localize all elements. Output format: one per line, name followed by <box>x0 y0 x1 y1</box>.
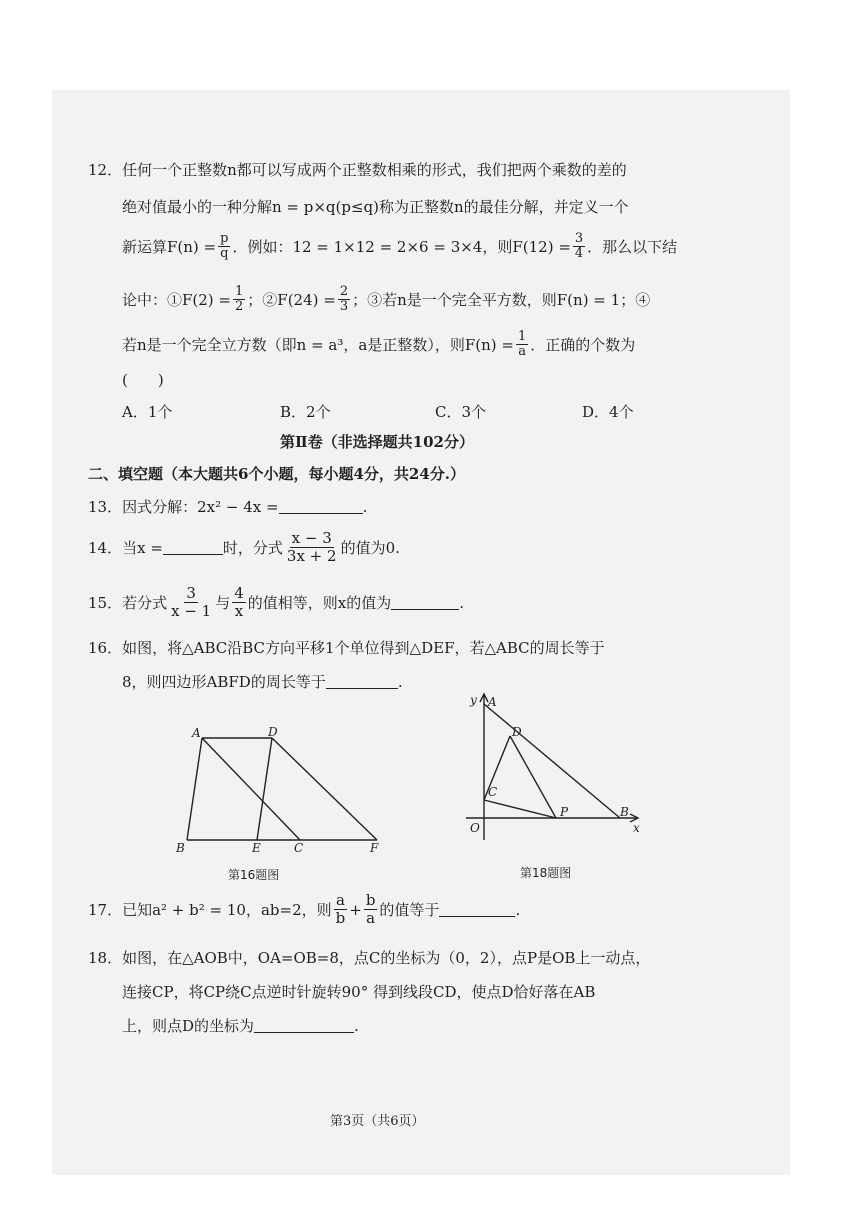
q14-mid: 时，分式 <box>222 538 283 557</box>
figure-18 <box>460 690 650 850</box>
q12-answer-paren: ( ) <box>122 371 164 389</box>
fig18-label-y: y <box>470 693 477 707</box>
q18-end: . <box>354 1017 359 1035</box>
q12-line3-post: ．那么以下结 <box>587 237 678 256</box>
fig16-seg-df <box>272 738 377 840</box>
frac-den: a <box>366 909 376 927</box>
fig18-label-a: A <box>488 695 497 709</box>
q12-line3-pre: 新运算F(n) = <box>122 237 217 256</box>
fig16-seg-ab <box>187 738 202 840</box>
fig18-label-b: B <box>620 805 629 819</box>
q15-answer-blank <box>391 595 459 610</box>
section-2-title: 第Ⅱ卷（非选择题共102分） <box>280 433 474 451</box>
q16-line2 <box>122 672 403 692</box>
fig18-label-d: D <box>512 725 522 739</box>
frac-num: a <box>335 891 345 909</box>
frac-num: 3 <box>186 584 196 602</box>
fraction-3-4 <box>573 232 585 261</box>
q14-answer-blank <box>163 540 223 555</box>
frac-den: 4 <box>574 246 584 261</box>
fraction-p-q <box>218 232 230 261</box>
q15 <box>88 585 464 620</box>
frac-num: x − 3 <box>291 529 332 547</box>
q18-line2: 连接CP，将CP绕C点逆时针旋转90° 得到线段CD，使点D恰好落在AB <box>122 983 596 1001</box>
q12-line4-mid: ；②F(24) = <box>247 290 336 309</box>
q12-line5 <box>122 330 635 359</box>
q13-answer-blank <box>279 499 363 514</box>
fig16-seg-ac <box>202 738 300 840</box>
fig18-label-o: O <box>470 821 480 835</box>
fig18-label-x: x <box>633 821 640 835</box>
q15-end: . <box>459 593 465 612</box>
q15-pre: 15．若分式 <box>88 593 168 612</box>
fig16-label-d: D <box>268 725 278 739</box>
frac-num: p <box>220 231 229 246</box>
page-footer: 第3页（共6页） <box>330 1114 425 1129</box>
fig16-caption: 第16题图 <box>228 868 280 882</box>
frac-num: 2 <box>339 284 349 299</box>
q12-line1: 12．任何一个正整数n都可以写成两个正整数相乘的形式，我们把两个乘数的差的 <box>88 161 627 179</box>
fig16-label-c: C <box>294 841 304 855</box>
frac-den: 3 <box>339 299 349 314</box>
q17-end: . <box>515 900 521 919</box>
q12-option-a: A．1个 <box>122 403 173 421</box>
q12-line5-post: ．正确的个数为 <box>530 335 636 354</box>
frac-den: q <box>220 246 229 261</box>
q16-line2-text: 8，则四边形ABFD的周长等于 <box>122 673 326 691</box>
fraction-1-a <box>516 330 528 359</box>
q14-fraction <box>285 530 339 565</box>
q14-post: 的值为0. <box>340 538 400 557</box>
frac-den: x − 1 <box>171 602 212 620</box>
frac-num: 4 <box>234 584 244 602</box>
q14 <box>88 530 400 565</box>
q18-answer-blank <box>254 1018 354 1033</box>
frac-den: 3x + 2 <box>286 547 337 565</box>
q12-line2: 绝对值最小的一种分解n = p×q(p≤q)称为正整数n的最佳分解，并定义一个 <box>122 198 629 216</box>
q17-plus: + <box>349 900 362 919</box>
q12-line4-pre: 论中：①F(2) = <box>122 290 231 309</box>
q18-line3-text: 上，则点D的坐标为 <box>122 1017 255 1035</box>
q12-line3-mid: ．例如：12 = 1×12 = 2×6 = 3×4，则F(12) = <box>232 237 571 256</box>
q13 <box>88 497 367 517</box>
q12-line4-post: ；③若n是一个完全平方数，则F(n) = 1；④ <box>352 290 651 309</box>
q12-line3 <box>122 232 677 261</box>
q12-option-d: D．4个 <box>582 403 634 421</box>
q15-fraction-2 <box>232 585 246 620</box>
q12-line4 <box>122 285 650 314</box>
q17-fraction-1 <box>334 892 348 927</box>
q17-pre: 17．已知a² + b² = 10，ab=2，则 <box>88 900 332 919</box>
frac-den: x <box>234 602 244 620</box>
q18-line1: 18．如图，在△AOB中，OA=OB=8，点C的坐标为（0，2），点P是OB上一动点， <box>88 949 651 967</box>
q15-post: 的值相等，则x的值为 <box>247 593 392 612</box>
q18-line3 <box>122 1016 359 1036</box>
q12-option-b: B．2个 <box>280 403 331 421</box>
fig16-label-b: B <box>176 841 185 855</box>
q15-mid: 与 <box>215 593 231 612</box>
frac-num: b <box>365 891 376 909</box>
fraction-2-3 <box>338 285 350 314</box>
fig16-label-a: A <box>192 726 201 740</box>
q14-pre: 14．当x = <box>88 538 163 557</box>
q17-post: 的值等于 <box>379 900 440 919</box>
frac-den: b <box>335 909 346 927</box>
frac-num: 3 <box>574 231 584 246</box>
fig16-label-e: E <box>252 841 261 855</box>
q12-option-c: C．3个 <box>435 403 487 421</box>
q16-answer-blank <box>326 674 398 689</box>
q15-fraction-1 <box>169 585 213 620</box>
fig16-label-f: F <box>370 841 379 855</box>
frac-num: 1 <box>235 284 244 299</box>
q16-line1: 16．如图，将△ABC沿BC方向平移1个单位得到△DEF，若△ABC的周长等于 <box>88 639 605 657</box>
fraction-1-2 <box>233 285 245 314</box>
frac-den: a <box>518 344 526 359</box>
fill-blank-title: 二、填空题（本大题共6个小题，每小题4分，共24分.） <box>88 465 465 483</box>
frac-num: 1 <box>517 329 527 344</box>
q13-text: 13．因式分解：2x² − 4x = <box>88 498 279 516</box>
fig18-label-p: P <box>560 805 569 819</box>
q17-fraction-2 <box>364 892 378 927</box>
q12-line5-pre: 若n是一个完全立方数（即n = a³，a是正整数），则F(n) = <box>122 335 514 354</box>
fig18-seg-cp <box>484 800 556 818</box>
fig18-label-c: C <box>488 785 498 799</box>
fig18-seg-ab <box>484 704 620 818</box>
frac-den: 2 <box>235 299 244 314</box>
fig18-caption: 第18题图 <box>520 866 572 880</box>
figure-16 <box>170 720 395 855</box>
q13-end: . <box>362 498 368 516</box>
q16-end: . <box>397 673 403 691</box>
fig16-seg-de <box>257 738 272 840</box>
q17-answer-blank <box>439 902 515 917</box>
q17 <box>88 892 520 927</box>
fig18-seg-dp <box>510 736 556 818</box>
